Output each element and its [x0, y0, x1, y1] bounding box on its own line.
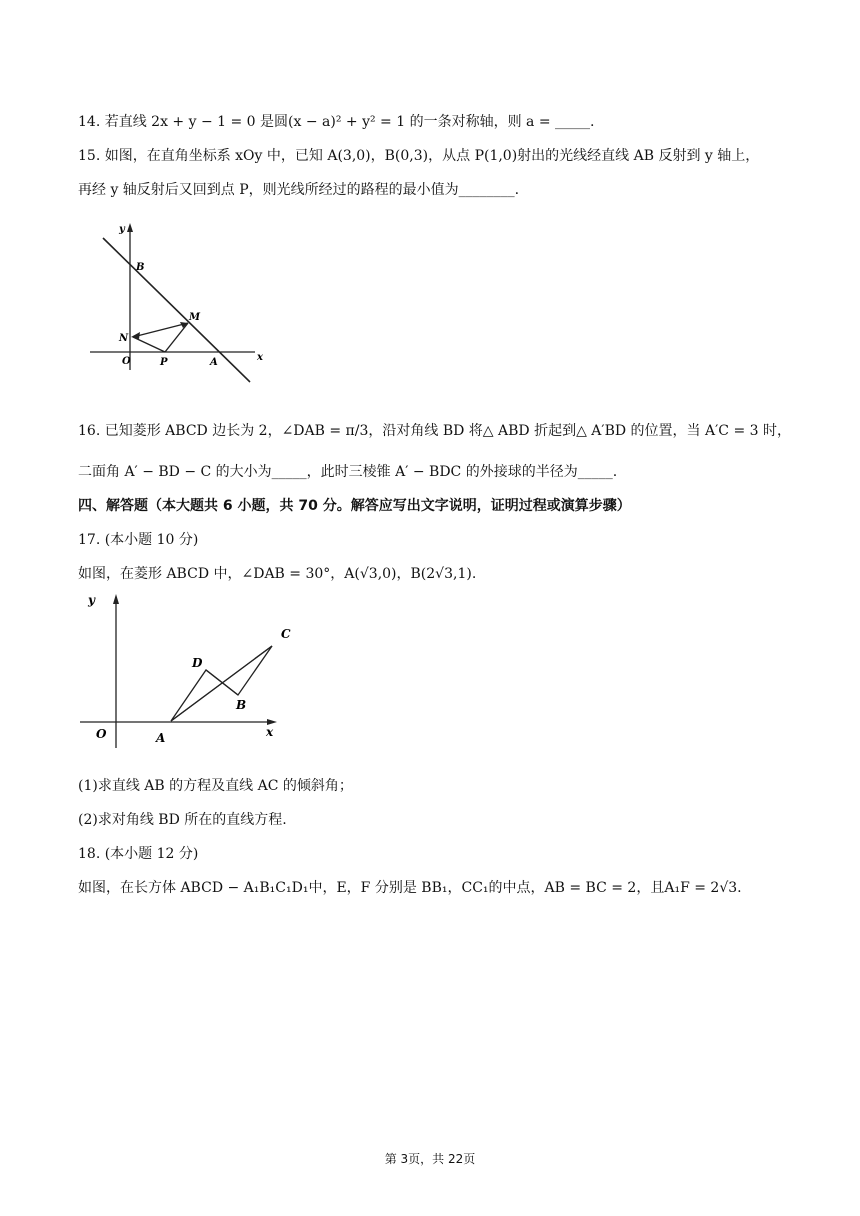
section-heading: 四、解答题（本大题共 6 小题，共 70 分。解答应写出文字说明，证明过程或演算步骤） [78, 498, 631, 514]
question-17-heading: 17. (本小题 10 分) [78, 532, 199, 548]
label-y: y [119, 224, 125, 235]
question-15-line-1: 15. 如图，在直角坐标系 xOy 中，已知 A(3,0)，B(0,3)，从点 P(1,0)射出的光线经直线 AB 反射到 y 轴上， [78, 148, 760, 164]
ray-mn [133, 323, 188, 337]
y-axis-arrow-icon [127, 223, 133, 232]
question-15-line-2: 再经 y 轴反射后又回到点 P，则光线所经过的路程的最小值为________. [78, 182, 520, 198]
question-18-text: 如图，在长方体 ABCD − A₁B₁C₁D₁中，E，F 分别是 BB₁，CC₁的中点，AB = BC = 2，且A₁F = 2√3. [78, 880, 742, 896]
label-a: A [210, 357, 218, 368]
question-17-text: 如图，在菱形 ABCD 中，∠DAB = 30°，A(√3,0)，B(2√3,1). [78, 566, 477, 582]
label-b: B [236, 698, 247, 712]
ray-np [133, 337, 165, 352]
arrow-head-n-icon [131, 332, 140, 339]
label-n: N [119, 333, 129, 344]
diagonal-ac [171, 646, 272, 721]
label-o: O [96, 727, 107, 741]
label-m: M [189, 312, 201, 323]
label-y: y [88, 593, 95, 607]
page-footer: 第 3页，共 22页 [384, 1152, 476, 1166]
figure-rhombus [78, 590, 291, 750]
label-c: C [281, 627, 291, 641]
label-d: D [192, 656, 203, 670]
question-17-part-2: (2)求对角线 BD 所在的直线方程. [78, 812, 287, 828]
label-x: x [266, 725, 274, 739]
question-16-line-2: 二面角 A′ − BD − C 的大小为_____，此时三棱锥 A′ − BDC 的外接球的半径为_____. [78, 464, 618, 480]
label-o: O [122, 356, 131, 367]
question-16-line-1: 16. 已知菱形 ABCD 边长为 2，∠DAB = π/3，沿对角线 BD 将△ ABD 折起到△ A′BD 的位置，当 A′C = 3 时， [78, 423, 791, 439]
label-p: P [160, 357, 168, 368]
question-17-part-1: (1)求直线 AB 的方程及直线 AC 的倾斜角； [78, 778, 353, 794]
label-a: A [156, 731, 166, 745]
y-axis-arrow-icon [113, 594, 119, 604]
label-x: x [257, 352, 263, 363]
label-b: B [136, 262, 145, 273]
question-18-heading: 18. (本小题 12 分) [78, 846, 199, 862]
question-14: 14. 若直线 2x + y − 1 = 0 是圆(x − a)² + y² = 1 的一条对称轴，则 a = _____. [78, 114, 595, 130]
figure-light-reflection [85, 220, 275, 375]
